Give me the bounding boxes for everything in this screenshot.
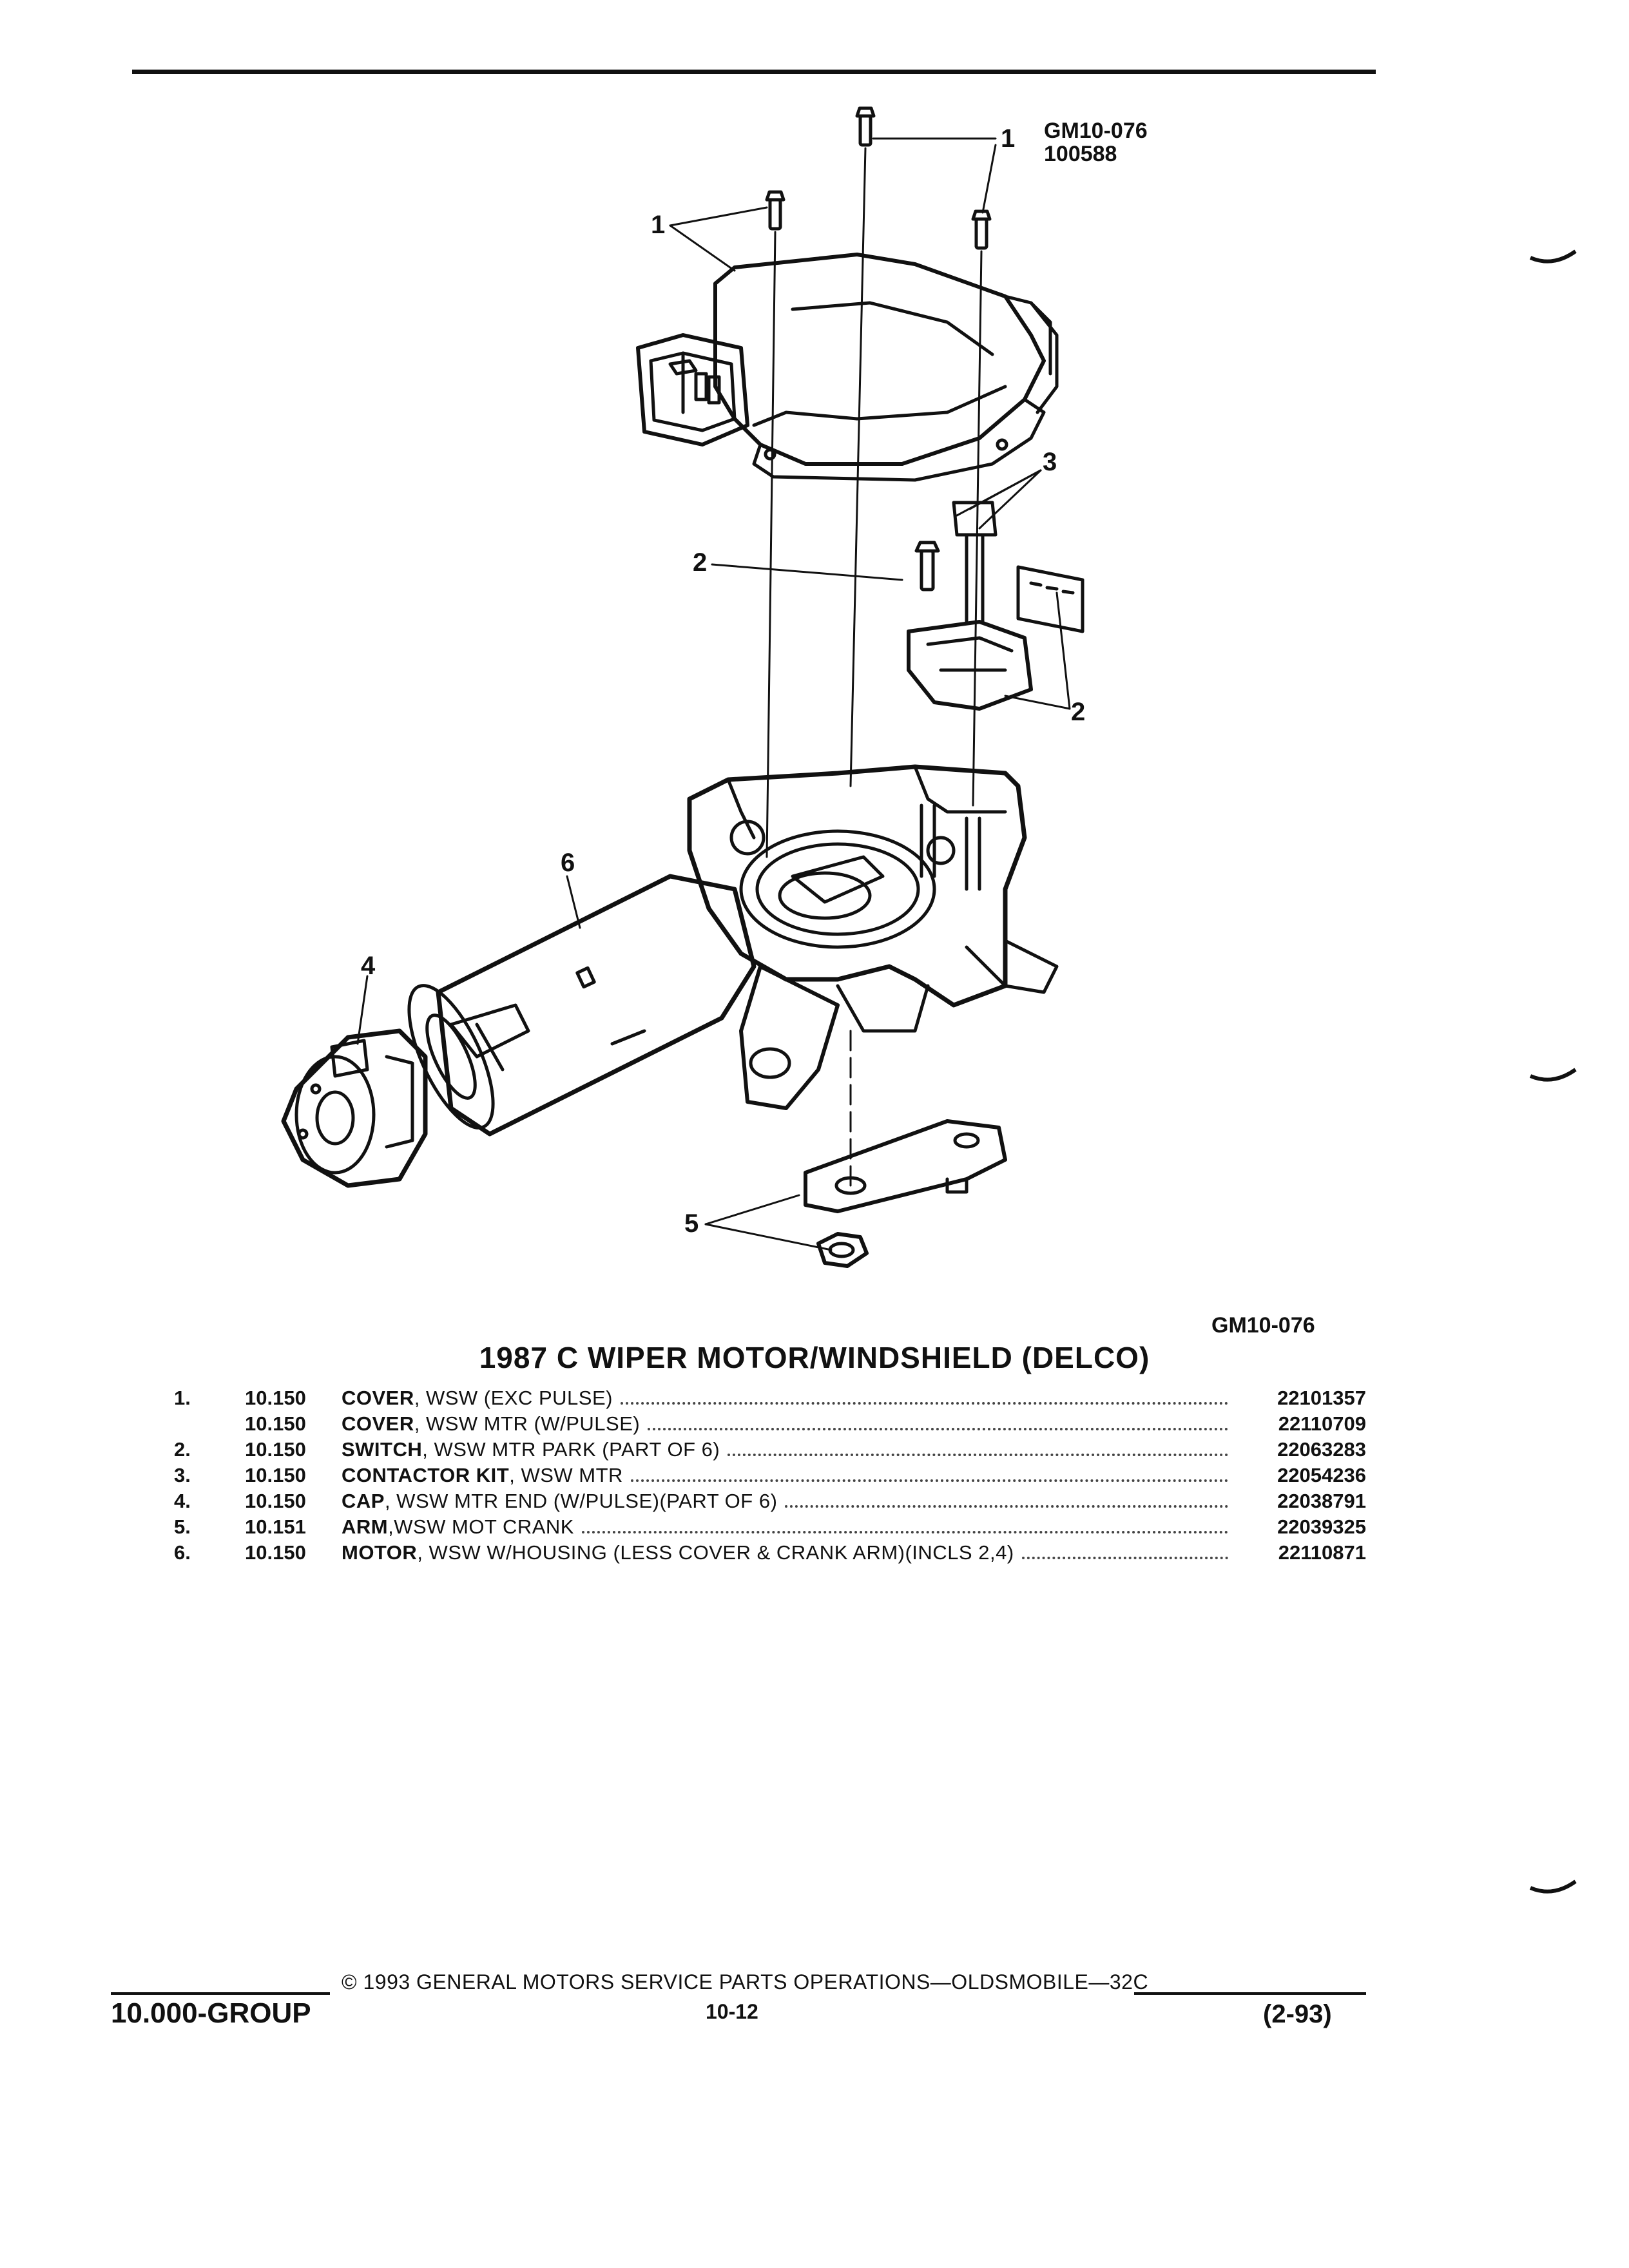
callout-4: 4 bbox=[361, 952, 376, 980]
page-number: 10-12 bbox=[706, 2000, 758, 2023]
footer-rule-right bbox=[1134, 1992, 1366, 1995]
part-name: CONTACTOR KIT bbox=[342, 1464, 510, 1486]
part-description bbox=[342, 1515, 582, 1539]
part-detail: , WSW (EXC PULSE) bbox=[414, 1387, 613, 1409]
parts-row bbox=[174, 1515, 1366, 1541]
dot-leader bbox=[621, 1402, 1228, 1405]
part-detail: , WSW MTR (W/PULSE) bbox=[414, 1412, 641, 1435]
part-name: COVER bbox=[342, 1387, 414, 1409]
group-number: 10.150 bbox=[245, 1387, 306, 1409]
callout-5: 5 bbox=[684, 1209, 699, 1238]
part-name: CAP bbox=[342, 1490, 385, 1512]
part-detail: , WSW W/HOUSING (LESS COVER & CRANK ARM)(INCLS 2,4) bbox=[417, 1541, 1014, 1564]
part-name: SWITCH bbox=[342, 1438, 423, 1461]
parts-list bbox=[174, 1387, 1366, 1567]
item-number: 4. bbox=[174, 1490, 191, 1512]
dot-leader bbox=[648, 1428, 1228, 1430]
callout-1-top: 1 bbox=[1001, 124, 1016, 153]
part-number: 22110709 bbox=[1278, 1412, 1366, 1435]
group-number: 10.150 bbox=[245, 1541, 306, 1564]
item-number: 2. bbox=[174, 1438, 191, 1461]
binder-mark bbox=[1527, 1875, 1579, 1901]
figure-code: GM10-076 bbox=[1044, 119, 1148, 143]
part-detail: ,WSW MOT CRANK bbox=[388, 1515, 574, 1538]
part-description bbox=[342, 1387, 621, 1410]
dot-leader bbox=[785, 1505, 1228, 1508]
part-number: 22110871 bbox=[1278, 1541, 1366, 1564]
wiper-cover bbox=[638, 255, 1057, 480]
parts-row bbox=[174, 1438, 1366, 1464]
callout-2-left: 2 bbox=[693, 548, 708, 577]
revision-date: (2-93) bbox=[1263, 2000, 1332, 2028]
parts-row bbox=[174, 1541, 1366, 1567]
part-name: COVER bbox=[342, 1412, 414, 1435]
part-description bbox=[342, 1490, 785, 1513]
motor-can bbox=[392, 876, 754, 1139]
dot-leader bbox=[1022, 1557, 1228, 1559]
part-number: 22039325 bbox=[1277, 1515, 1366, 1538]
part-detail: , WSW MTR bbox=[509, 1464, 623, 1486]
crank-arm bbox=[805, 1121, 1005, 1266]
figure-reference-bottom: GM10-076 bbox=[1211, 1313, 1315, 1338]
dot-leader bbox=[582, 1531, 1228, 1533]
parts-row bbox=[174, 1464, 1366, 1490]
callout-6: 6 bbox=[561, 849, 575, 877]
dot-leader bbox=[728, 1454, 1228, 1456]
parts-row bbox=[174, 1412, 1366, 1438]
item-number: 6. bbox=[174, 1541, 191, 1564]
item-number: 5. bbox=[174, 1515, 191, 1538]
binder-mark bbox=[1527, 1063, 1579, 1089]
dot-leader bbox=[631, 1479, 1228, 1482]
part-number: 22101357 bbox=[1277, 1387, 1366, 1409]
callout-3: 3 bbox=[1043, 448, 1057, 476]
parts-row bbox=[174, 1387, 1366, 1412]
binder-mark bbox=[1527, 245, 1579, 271]
group-number: 10.150 bbox=[245, 1438, 306, 1461]
footer-copyright: © 1993 GENERAL MOTORS SERVICE PARTS OPERATIONS—OLDSMOBILE—32C bbox=[342, 1970, 1149, 1994]
part-number: 22063283 bbox=[1277, 1438, 1366, 1461]
part-description bbox=[342, 1412, 648, 1436]
group-number: 10.150 bbox=[245, 1490, 306, 1512]
item-number: 1. bbox=[174, 1387, 191, 1409]
park-switch bbox=[909, 503, 1083, 709]
parts-row bbox=[174, 1490, 1366, 1515]
cover-screws bbox=[767, 108, 990, 248]
callout-2-right: 2 bbox=[1071, 698, 1086, 726]
part-description bbox=[342, 1438, 728, 1461]
part-name: ARM bbox=[342, 1515, 389, 1538]
part-name: MOTOR bbox=[342, 1541, 418, 1564]
part-detail: , WSW MTR PARK (PART OF 6) bbox=[422, 1438, 720, 1461]
part-description bbox=[342, 1464, 631, 1487]
part-detail: , WSW MTR END (W/PULSE)(PART OF 6) bbox=[384, 1490, 778, 1512]
part-number: 22038791 bbox=[1277, 1490, 1366, 1512]
group-number: 10.150 bbox=[245, 1412, 306, 1435]
group-number: 10.150 bbox=[245, 1464, 306, 1486]
figure-date-code: 100588 bbox=[1044, 141, 1117, 166]
footer-group-label: 10.000-GROUP bbox=[111, 1997, 311, 2029]
part-description bbox=[342, 1541, 1022, 1564]
motor-end-cap bbox=[284, 1031, 425, 1186]
catalog-section-title: 1987 C WIPER MOTOR/WINDSHIELD (DELCO) bbox=[479, 1341, 1150, 1374]
callout-1-left: 1 bbox=[651, 211, 666, 239]
part-number: 22054236 bbox=[1277, 1464, 1366, 1486]
footer-rule-left bbox=[111, 1992, 330, 1995]
item-number: 3. bbox=[174, 1464, 191, 1486]
figure-reference-top bbox=[1044, 120, 1148, 166]
group-number: 10.151 bbox=[245, 1515, 306, 1538]
